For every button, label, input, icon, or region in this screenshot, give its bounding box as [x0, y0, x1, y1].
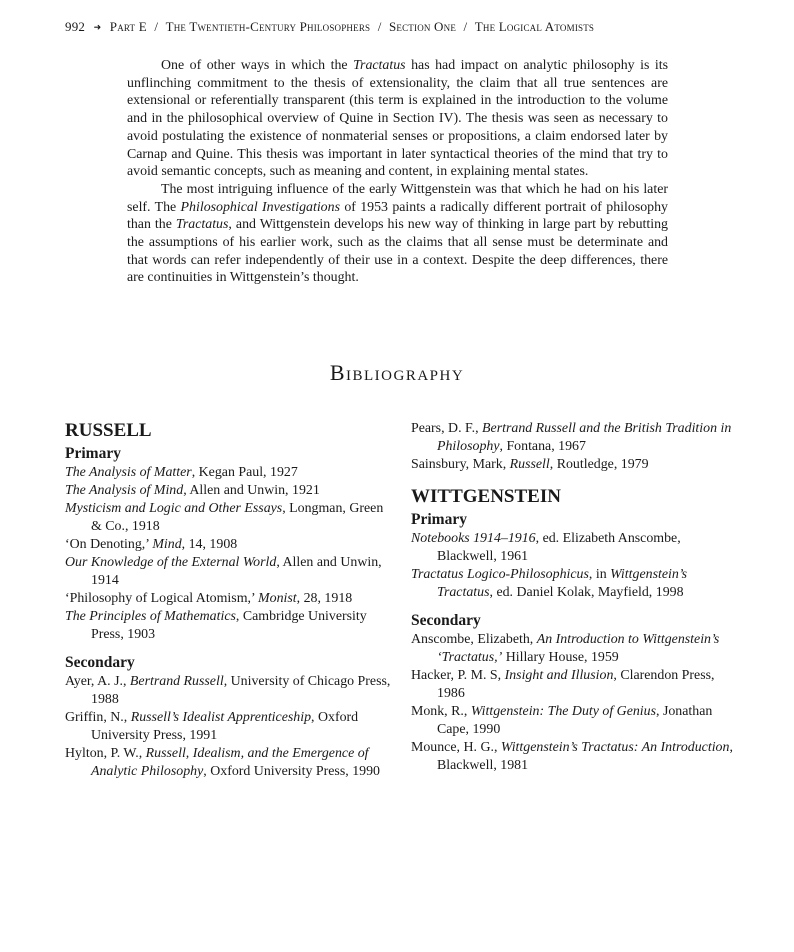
- italic-text: The Principles of Mathematics: [65, 609, 236, 624]
- text-run: , ed. Elizabeth Anscombe, Blackwell, 1961: [437, 531, 681, 564]
- text-run: Griffin, N.,: [65, 710, 131, 725]
- italic-text: Wittgenstein’s Tractatus: [437, 567, 688, 600]
- bibliography-entry: [65, 536, 391, 554]
- text-run: , University of Chicago Press, 1988: [91, 674, 391, 707]
- italic-text: Philosophical Investigations: [180, 199, 340, 215]
- italic-text: Bertrand Russell: [129, 674, 224, 689]
- bibliography-entry-list: [65, 673, 391, 781]
- bibliography-subheading: Secondary: [411, 612, 481, 629]
- text-run: , in: [588, 567, 611, 582]
- text-run: , Oxford University Press, 1990: [203, 764, 380, 779]
- italic-text: Monist: [258, 591, 297, 606]
- bibliography-entry: [65, 554, 391, 590]
- text-run: , Clarendon Press, 1986: [437, 668, 715, 701]
- arrow-icon: ➜: [93, 22, 102, 32]
- body-paragraph: [127, 57, 668, 181]
- text-run: , Fontana, 1967: [499, 439, 586, 454]
- text-run: has had impact on analytic philosophy is its unflinching commitment to the thesis of extensionality, the claim that all true sentences are extensional or referentially transparent (this term is explained in the introduction to the volume and in the philosophical overview of Quine in Section IV). The thesis was seen as necessary to avoid postulating the existence of nonmaterial senses or propositions, a claim endorsed later by Carnap and Quine. This thesis was important in later syntactical theories of the mind that try to avoid semantic concepts, such as meaning and content, in explaining mental states.: [127, 58, 668, 180]
- italic-text: Bertrand Russell and the British Tradition in Philosophy: [437, 421, 732, 454]
- text-run: , Routledge, 1979: [549, 457, 649, 472]
- italic-text: The Analysis of Matter: [65, 465, 192, 480]
- bibliography-entry: [411, 456, 741, 474]
- text-run: , ed. Daniel Kolak, Mayfield, 1998: [489, 585, 684, 600]
- italic-text: Mind: [152, 537, 182, 552]
- bibliography-entry: [411, 739, 741, 775]
- separator: /: [463, 19, 468, 34]
- separator: /: [154, 19, 159, 34]
- italic-text: Our Knowledge of the External World: [65, 555, 277, 570]
- text-run: , Allen and Unwin, 1914: [91, 555, 382, 588]
- text-run: ‘Philosophy of Logical Atomism,’: [65, 591, 259, 606]
- text-run: Ayer, A. J.,: [65, 674, 130, 689]
- body-text: [127, 57, 668, 287]
- book-title: The Twentieth-Century Philosophers: [165, 19, 371, 34]
- bibliography-entry: [411, 703, 741, 739]
- bibliography-entry: [65, 482, 391, 500]
- italic-text: Russell’s Idealist Apprenticeship: [130, 710, 312, 725]
- text-run: , Kegan Paul, 1927: [191, 465, 298, 480]
- italic-text: Mysticism and Logic and Other Essays: [65, 501, 283, 516]
- bibliography-subheading: Secondary: [65, 654, 135, 671]
- bibliography-author-heading: RUSSELL: [65, 420, 152, 441]
- text-run: Mounce, H. G.,: [411, 740, 501, 755]
- bibliography-entry: [411, 667, 741, 703]
- bibliography-entry: [65, 464, 391, 482]
- text-run: , Blackwell, 1981: [437, 740, 733, 773]
- text-run: Hillary House, 1959: [502, 650, 619, 665]
- text-run: of 1953 paints a radically different portrait of philosophy than the: [127, 199, 669, 233]
- bibliography-entry-list: [411, 420, 741, 474]
- text-run: Sainsbury, Mark,: [411, 457, 510, 472]
- text-run: , and Wittgenstein develops his new way of thinking in large part by rebutting the assumptions of his earlier work, such as the claims that all sense must be determinate and that words can refer independently of their use in a context. Despite the deep differences, there are continuities in Wittgenstein’s thought.: [127, 217, 668, 286]
- bibliography-entry: [65, 500, 391, 536]
- page-number: 992: [65, 19, 86, 34]
- italic-text: Russell: [509, 457, 550, 472]
- bibliography-entry: [65, 590, 391, 608]
- italic-text: Notebooks 1914–1916: [411, 531, 536, 546]
- bibliography-entry: [65, 745, 391, 781]
- bibliography-entry-list: [411, 631, 741, 775]
- bibliography-entry: [65, 673, 391, 709]
- italic-text: An Introduction to Wittgenstein’s ‘Tractatus,’: [437, 632, 720, 665]
- text-run: The most intriguing influence of the early Wittgenstein was that which he had on his later self. The: [127, 181, 668, 215]
- italic-text: Tractatus: [353, 58, 406, 73]
- bibliography-entry: [411, 631, 741, 667]
- bibliography-subheading: Primary: [411, 511, 467, 528]
- section-label: Section One: [388, 19, 457, 34]
- text-run: ‘On Denoting,’: [65, 537, 153, 552]
- bibliography-author-heading: WITTGENSTEIN: [411, 486, 561, 507]
- text-run: Pears, D. F.,: [411, 421, 483, 436]
- text-run: Hylton, P. W.,: [65, 746, 146, 761]
- text-run: Monk, R.,: [411, 704, 471, 719]
- running-head: [65, 19, 594, 35]
- italic-text: Tractatus: [175, 217, 229, 233]
- text-run: One of other ways in which the: [161, 58, 354, 73]
- bibliography-title: Bibliography: [329, 360, 465, 385]
- bibliography-entry-list: [65, 464, 391, 644]
- bibliography-entry: [411, 420, 741, 456]
- italic-text: Wittgenstein: The Duty of Genius: [470, 704, 657, 719]
- bibliography-left-column: [65, 420, 391, 781]
- text-run: , Oxford University Press, 1991: [91, 710, 359, 743]
- text-run: , Jonathan Cape, 1990: [437, 704, 713, 737]
- part-label: Part E: [109, 19, 147, 34]
- text-run: , 14, 1908: [181, 537, 238, 552]
- block-spacer: [411, 474, 741, 486]
- italic-text: Russell, Idealism, and the Emergence of Analytic Philosophy: [91, 746, 369, 779]
- text-run: , Longman, Green & Co., 1918: [91, 501, 384, 534]
- text-run: Anscombe, Elizabeth,: [411, 632, 537, 647]
- italic-text: The Analysis of Mind: [65, 483, 184, 498]
- bibliography-subheading: Primary: [65, 445, 121, 462]
- chapter-title: The Logical Atomists: [474, 19, 595, 34]
- bibliography-right-column: [411, 420, 741, 775]
- body-paragraph: [127, 181, 668, 287]
- text-run: , Allen and Unwin, 1921: [183, 483, 320, 498]
- bibliography-entry: [411, 566, 741, 602]
- italic-text: Insight and Illusion: [504, 668, 614, 683]
- bibliography-entry-list: [411, 530, 741, 602]
- bibliography-entry: [65, 608, 391, 644]
- bibliography-entry: [65, 709, 391, 745]
- text-run: Hacker, P. M. S,: [411, 668, 505, 683]
- separator: /: [377, 19, 382, 34]
- text-run: , Cambridge University Press, 1903: [91, 609, 367, 642]
- italic-text: Tractatus Logico-Philosophicus: [411, 567, 589, 582]
- text-run: , 28, 1918: [296, 591, 353, 606]
- italic-text: Wittgenstein’s Tractatus: An Introduction: [500, 740, 730, 755]
- bibliography-entry: [411, 530, 741, 566]
